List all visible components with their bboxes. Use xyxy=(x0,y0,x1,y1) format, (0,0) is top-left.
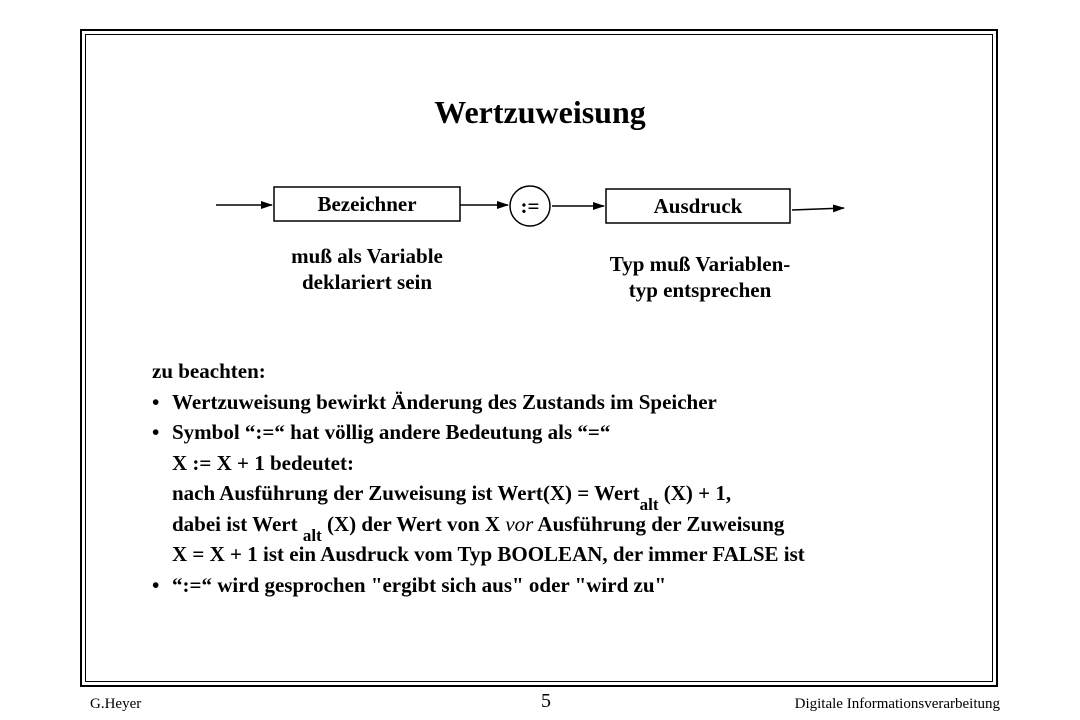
note-text: nach Ausführung der Zuweisung ist Wert(X) = Wert xyxy=(172,481,640,505)
bullet-item xyxy=(152,387,805,418)
bullet-mark: • xyxy=(152,420,160,444)
note-text: (X) der Wert von X xyxy=(321,511,506,536)
arrow-out xyxy=(792,208,844,210)
caption-ausdruck-line: Typ muß Variablen- xyxy=(609,252,791,276)
slide-title: Wertzuweisung xyxy=(434,94,646,130)
subscript-alt: alt xyxy=(302,525,322,545)
bullet-text: Symbol “:=“ hat völlig andere Bedeutung als “=“ xyxy=(172,420,611,444)
note-line xyxy=(152,478,805,514)
notes-heading: zu beachten: xyxy=(152,359,266,383)
note-text: dabei ist Wert xyxy=(172,511,303,536)
note-line: X = X + 1 ist ein Ausdruck vom Typ BOOLEAN, der immer FALSE ist xyxy=(172,542,805,566)
bullet-text: Wertzuweisung bewirkt Änderung des Zustands im Speicher xyxy=(172,389,717,414)
subscript-alt: alt xyxy=(639,495,659,514)
caption-ausdruck xyxy=(585,251,815,303)
bullet-item xyxy=(152,570,805,601)
note-line xyxy=(152,509,805,545)
footer-course: Digitale Informationsverarbeitung xyxy=(794,696,1000,712)
box-ausdruck-label: Ausdruck xyxy=(653,194,743,218)
caption-bezeichner xyxy=(262,243,472,295)
notes-section xyxy=(152,356,805,600)
caption-ausdruck-line: typ entsprechen xyxy=(628,278,772,302)
note-text: Ausführung der Zuweisung xyxy=(533,511,785,536)
bullet-mark: • xyxy=(152,389,160,414)
operator-label: := xyxy=(520,194,540,218)
box-bezeichner-label: Bezeichner xyxy=(317,192,417,216)
bullet-mark: • xyxy=(152,572,160,597)
footer-page-number: 5 xyxy=(541,690,551,712)
caption-bezeichner-line: muß als Variable xyxy=(291,244,443,268)
bullet-item xyxy=(152,417,805,448)
footer-author: G.Heyer xyxy=(90,696,142,712)
note-text: (X) + 1, xyxy=(658,481,732,505)
bullet-text: “:=“ wird gesprochen "ergibt sich aus" oder "wird zu" xyxy=(172,572,667,597)
note-italic: vor xyxy=(505,511,534,536)
note-line: X := X + 1 bedeutet: xyxy=(172,450,354,475)
caption-bezeichner-line: deklariert sein xyxy=(301,270,433,294)
